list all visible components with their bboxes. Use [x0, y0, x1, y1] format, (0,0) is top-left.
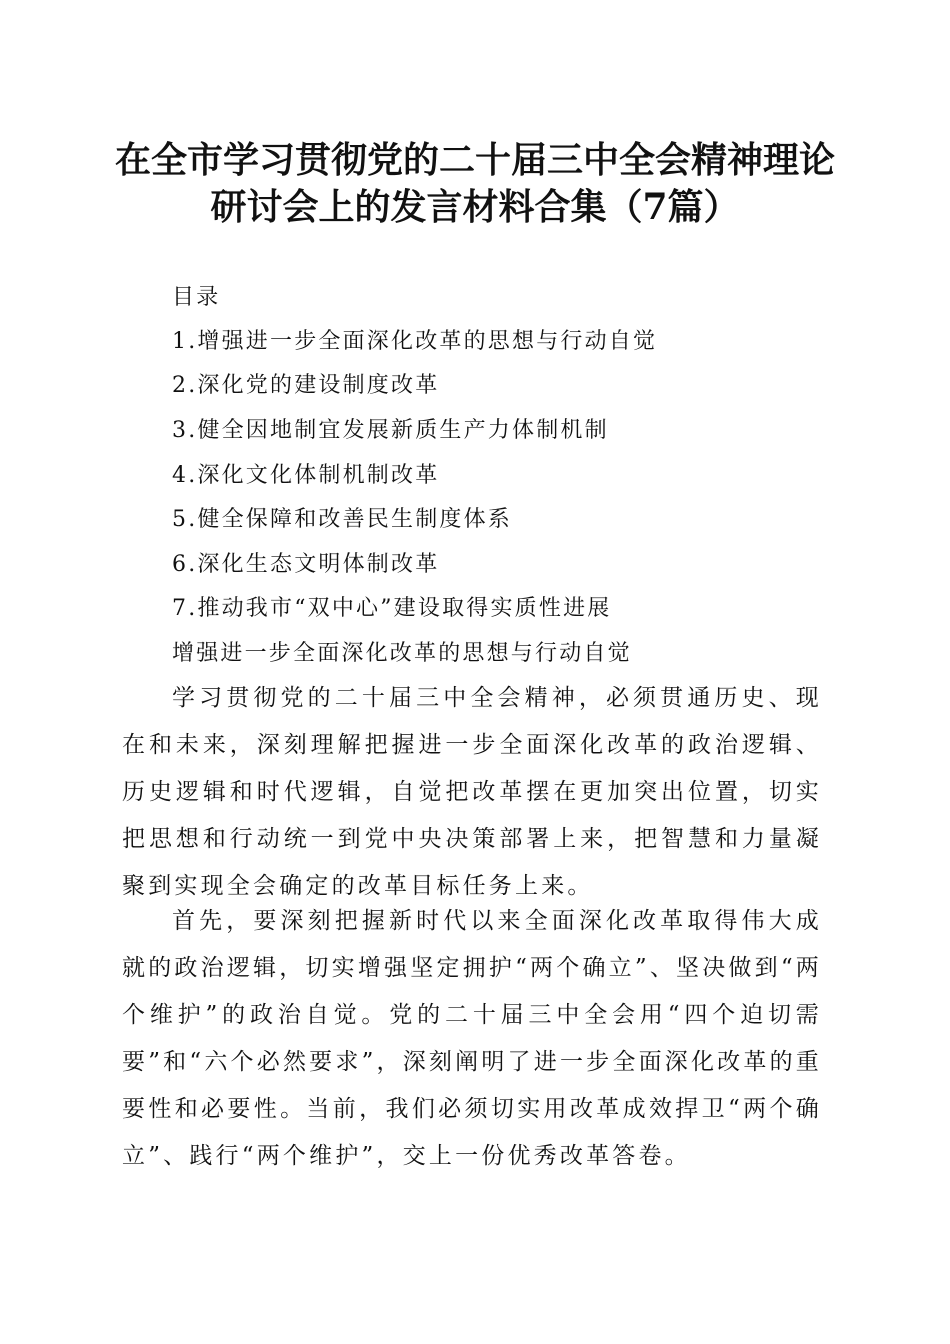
document-title-line-1: 在全市学习贯彻党的二十届三中全会精神理论	[114, 139, 835, 181]
toc-item-2: 2.深化党的建设制度改革	[172, 373, 440, 398]
section-title: 增强进一步全面深化改革的思想与行动自觉	[172, 641, 632, 666]
toc-item-7: 7.推动我市“双中心”建设取得实质性进展	[172, 596, 612, 621]
toc-item-1: 1.增强进一步全面深化改革的思想与行动自觉	[172, 329, 658, 354]
toc-item-3: 3.健全因地制宜发展新质生产力体制机制	[172, 418, 609, 443]
toc-item-5: 5.健全保障和改善民生制度体系	[172, 507, 512, 532]
toc-item-6: 6.深化生态文明体制改革	[172, 552, 440, 577]
body-paragraph-1: 学习贯彻党的二十届三中全会精神，必须贯通历史、现在和未来，深刻理解把握进一步全面深化改革的政治逻辑、历史逻辑和时代逻辑，自觉把改革摆在更加突出位置，切实把思想和行动统一到党中央决策部署上来，把智慧和力量凝聚到实现全会确定的改革目标任务上来。	[122, 685, 822, 899]
document-title-line-2: 研讨会上的发言材料合集（7篇）	[210, 186, 740, 228]
toc-item-4: 4.深化文化体制机制改革	[172, 463, 440, 488]
body-paragraph-2: 首先，要深刻把握新时代以来全面深化改革取得伟大成就的政治逻辑，切实增强坚定拥护“两个确立”、坚决做到“两个维护”的政治自觉。党的二十届三中全会用“四个迫切需要”和“六个必然要求”，深刻阐明了进一步全面深化改革的重要性和必要性。当前，我们必须切实用改革成效捍卫“两个确立”、践行“两个维护”，交上一份优秀改革答卷。	[122, 908, 822, 1169]
toc-heading: 目录	[172, 285, 221, 310]
